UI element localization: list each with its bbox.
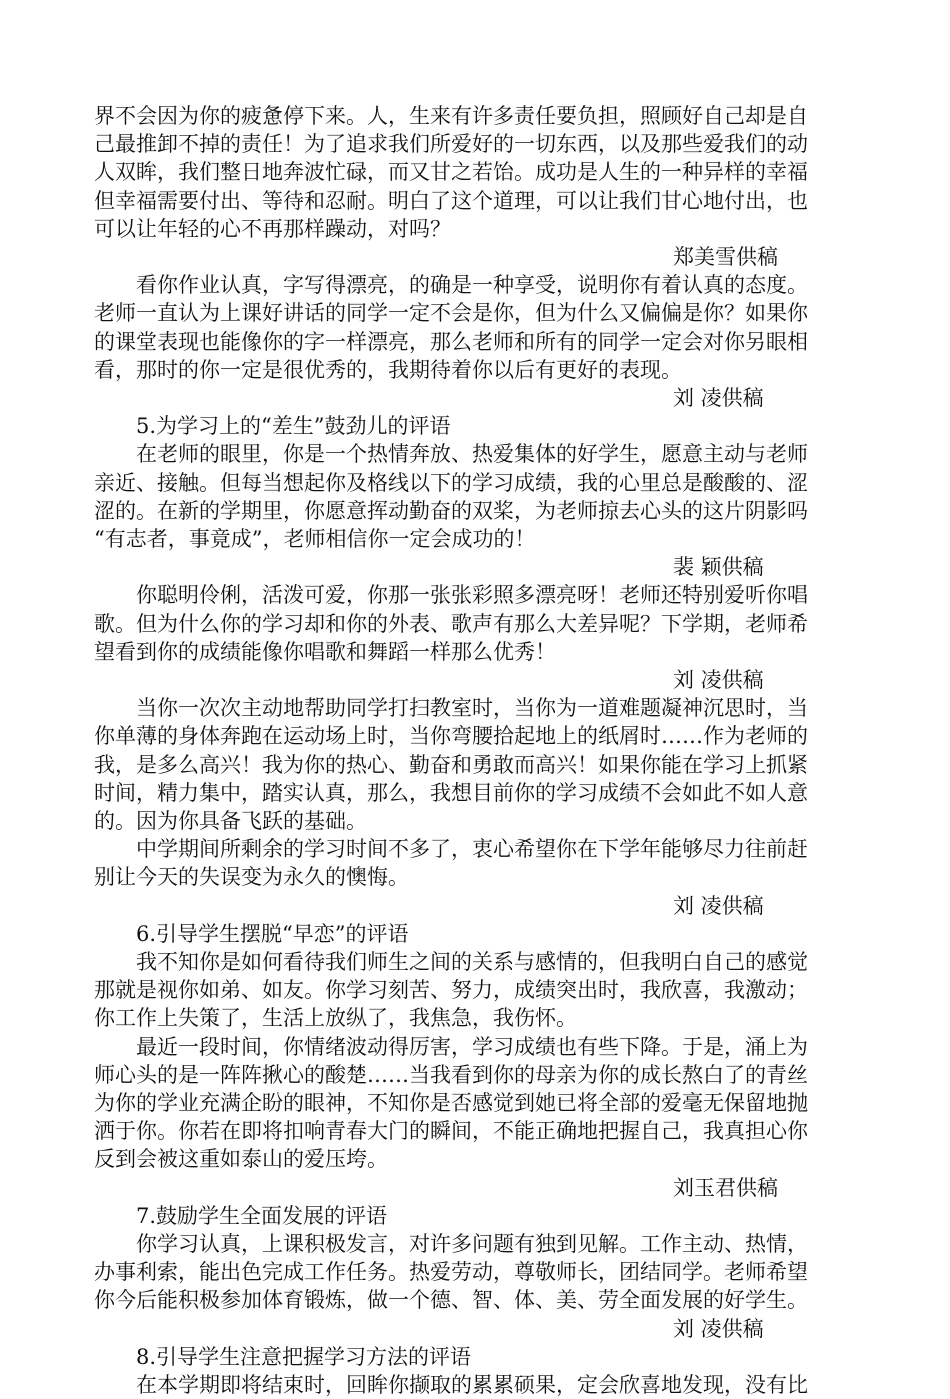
text-line: 在本学期即将结束时，回眸你撷取的累累硕果，定会欣喜地发现，没有比: [136, 1373, 808, 1397]
section-heading: 8.引导学生注意把握学习方法的评语: [136, 1344, 472, 1369]
text-line: 那就是视你如弟、如友。你学习刻苦、努力，成绩突出时，我欣喜，我激动；: [94, 978, 808, 1003]
text-line: 你聪明伶俐，活泼可爱，你那一张张彩照多漂亮呀！老师还特别爱听你唱: [136, 583, 808, 608]
text-line: 但幸福需要付出、等待和忍耐。明白了这个道理，可以让我们甘心地付出，也: [94, 188, 808, 213]
text-line: 看你作业认真，字写得漂亮，的确是一种享受，说明你有着认真的态度。: [136, 273, 808, 298]
text-line: 中学期间所剩余的学习时间不多了，衷心希望你在下学年能够尽力往前赶: [136, 837, 808, 862]
text-line: 涩的。在新的学期里，你愿意挥动勤奋的双桨，为老师掠去心头的这片阴影吗: [94, 498, 808, 523]
text-line: 洒于你。你若在即将扣响青春大门的瞬间，不能正确地把握自己，我真担心你: [94, 1119, 808, 1144]
signature-credit: 刘 凌供稿: [673, 1316, 764, 1341]
text-line: 的。因为你具备飞跃的基础。: [94, 809, 367, 833]
signature-credit: 刘 凌供稿: [673, 668, 764, 692]
text-line: 看，那时的你一定是很优秀的，我期待着你以后有更好的表现。: [94, 357, 682, 382]
text-line: 歌。但为什么你的学习却和你的外表、歌声有那么大差异呢？下学期，老师希: [94, 611, 808, 636]
text-line: 我，是多么高兴！我为你的热心、勤奋和勇敢而高兴！如果你能在学习上抓紧: [94, 752, 808, 777]
signature-credit: 郑美雪供稿: [673, 245, 778, 269]
text-line: 我不知你是如何看待我们师生之间的关系与感情的，但我明白自己的感觉: [136, 950, 808, 974]
signature-credit: 刘 凌供稿: [673, 893, 764, 918]
text-line: 你学习认真，上课积极发言，对许多问题有独到见解。工作主动、热情，: [136, 1232, 808, 1256]
text-line: 你今后能积极参加体育锻炼，做一个德、智、体、美、劳全面发展的好学生。: [94, 1288, 808, 1313]
text-line: 亲近、接触。但每当想起你及格线以下的学习成绩，我的心里总是酸酸的、涩: [94, 470, 808, 495]
text-line: 别让今天的失误变为永久的懊悔。: [94, 865, 409, 890]
text-line: 最近一段时间，你情绪波动得厉害，学习成绩也有些下降。于是，涌上为: [136, 1034, 808, 1059]
signature-credit: 刘玉君供稿: [673, 1175, 778, 1200]
section-heading: 5.为学习上的“差生”鼓劲儿的评语: [136, 414, 451, 439]
text-line: 为你的学业充满企盼的眼神，不知你是否感觉到她已将全部的爱毫无保留地抛: [94, 1091, 808, 1115]
text-line: 的课堂表现也能像你的字一样漂亮，那么老师和所有的同学一定会对你另眼相: [94, 329, 808, 354]
text-line: “有志者，事竟成”，老师相信你一定会成功的！: [94, 527, 536, 551]
text-line: 办事利索，能出色完成工作任务。热爱劳动，尊敬师长，团结同学。老师希望: [94, 1260, 808, 1285]
section-heading: 6.引导学生摆脱“早恋”的评语: [136, 921, 409, 946]
text-line: 师心头的是一阵阵揪心的酸楚……当我看到你的母亲为你的成长熬白了的青丝: [94, 1062, 808, 1087]
text-line: 界不会因为你的疲惫停下来。人，生来有许多责任要负担，照顾好自己却是自: [94, 104, 808, 128]
section-heading: 7.鼓励学生全面发展的评语: [136, 1203, 388, 1228]
text-line: 当你一次次主动地帮助同学打扫教室时，当你为一道难题凝神沉思时，当: [136, 696, 808, 721]
text-line: 时间，精力集中，踏实认真，那么，我想目前你的学习成绩不会如此不如人意: [94, 780, 808, 805]
text-line: 你工作上失策了，生活上放纵了，我焦急，我伤怀。: [94, 1006, 577, 1031]
text-line: 在老师的眼里，你是一个热情奔放、热爱集体的好学生，愿意主动与老师: [136, 442, 808, 467]
text-line: 老师一直认为上课好讲话的同学一定不会是你，但为什么又偏偏是你？如果你: [94, 301, 808, 326]
text-line: 反到会被这重如泰山的爱压垮。: [94, 1147, 388, 1172]
text-line: 可以让年轻的心不再那样躁动，对吗？: [94, 216, 451, 241]
text-line: 己最推卸不掉的责任！为了追求我们所爱好的一切东西，以及那些爱我们的动: [94, 132, 808, 157]
signature-credit: 裴 颖供稿: [673, 555, 764, 580]
text-line: 望看到你的成绩能像你唱歌和舞蹈一样那么优秀！: [94, 639, 556, 664]
text-line: 人双眸，我们整日地奔波忙碌，而又甘之若饴。成功是人生的一种异样的幸福: [94, 160, 808, 185]
text-line: 你单薄的身体奔跑在运动场上时，当你弯腰拾起地上的纸屑时……作为老师的: [94, 724, 808, 749]
signature-credit: 刘 凌供稿: [673, 386, 764, 410]
